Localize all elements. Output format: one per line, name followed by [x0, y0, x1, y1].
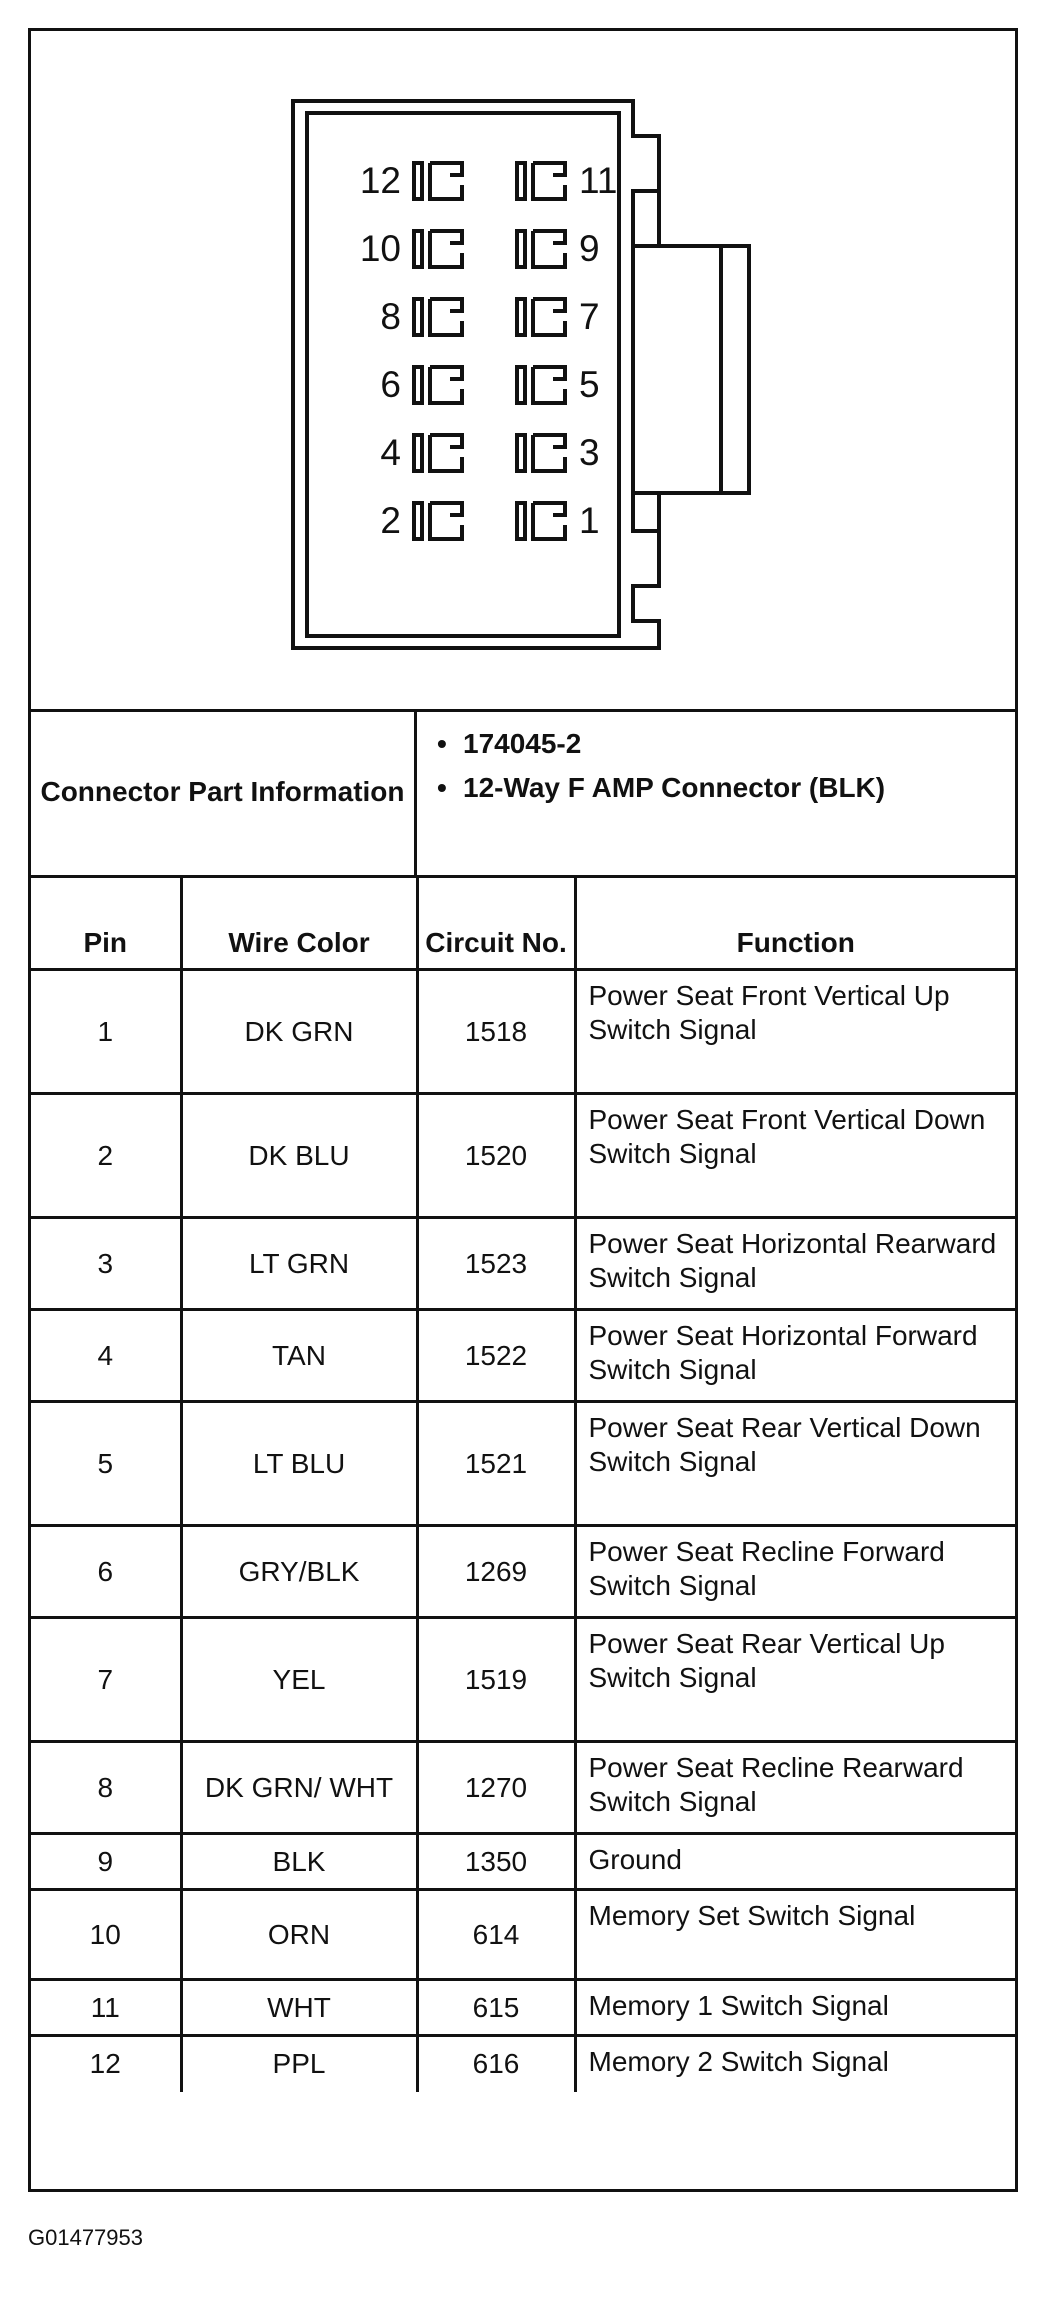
cell-circuit-no: 1350 [417, 1834, 575, 1890]
cell-wire-color: BLK [181, 1834, 417, 1890]
pin-terminal [414, 435, 462, 471]
table-row [31, 1218, 1015, 1310]
cell-wire-color: ORN [181, 1890, 417, 1980]
table-row [31, 1402, 1015, 1526]
pin-number-label: 8 [380, 296, 401, 337]
header-pin: Pin [31, 877, 181, 970]
cell-function: Memory 2 Switch Signal [575, 2036, 1015, 2092]
pin-number-label: 9 [579, 228, 600, 269]
table-row [31, 2036, 1015, 2092]
pin-terminal [517, 503, 565, 539]
cell-circuit-no: 1521 [417, 1402, 575, 1526]
cell-pin: 4 [31, 1310, 181, 1402]
cell-circuit-no: 614 [417, 1890, 575, 1980]
cell-function: Power Seat Rear Vertical Down Switch Signal [575, 1402, 1015, 1526]
connector-info-label: Connector Part Information [31, 709, 417, 875]
pinout-table [31, 875, 1015, 2092]
pin-number-label: 10 [359, 228, 401, 269]
table-row [31, 1742, 1015, 1834]
cell-circuit-no: 1522 [417, 1310, 575, 1402]
figure-id: G01477953 [28, 2225, 143, 2250]
cell-circuit-no: 1520 [417, 1094, 575, 1218]
cell-pin: 2 [31, 1094, 181, 1218]
pin-terminal [517, 367, 565, 403]
pin-number-label: 11 [579, 160, 618, 201]
cell-function: Ground [575, 1834, 1015, 1890]
cell-wire-color: DK GRN [181, 970, 417, 1094]
cell-wire-color: WHT [181, 1980, 417, 2036]
cell-circuit-no: 1519 [417, 1618, 575, 1742]
pin-terminal [517, 299, 565, 335]
pin-terminal [414, 367, 462, 403]
cell-pin: 12 [31, 2036, 181, 2092]
table-row [31, 970, 1015, 1094]
cell-pin: 8 [31, 1742, 181, 1834]
cell-circuit-no: 615 [417, 1980, 575, 2036]
cell-function: Power Seat Horizontal Forward Switch Signal [575, 1310, 1015, 1402]
pin-terminal [517, 163, 565, 199]
cell-function: Power Seat Front Vertical Down Switch Signal [575, 1094, 1015, 1218]
cell-function: Power Seat Recline Rearward Switch Signal [575, 1742, 1015, 1834]
pin-number-label: 3 [579, 432, 600, 473]
table-row [31, 1310, 1015, 1402]
pin-terminal [414, 299, 462, 335]
cell-wire-color: LT BLU [181, 1402, 417, 1526]
connector-info-row [31, 709, 1015, 875]
pin-number-label: 4 [380, 432, 401, 473]
cell-circuit-no: 1523 [417, 1218, 575, 1310]
connector-sheet [28, 28, 1018, 2192]
cell-wire-color: DK GRN/ WHT [181, 1742, 417, 1834]
cell-pin: 1 [31, 970, 181, 1094]
cell-circuit-no: 616 [417, 2036, 575, 2092]
cell-function: Memory Set Switch Signal [575, 1890, 1015, 1980]
cell-wire-color: DK BLU [181, 1094, 417, 1218]
pin-terminal [414, 231, 462, 267]
table-row [31, 1890, 1015, 1980]
header-circuit-no: Circuit No. [417, 877, 575, 970]
cell-wire-color: TAN [181, 1310, 417, 1402]
header-function: Function [575, 877, 1015, 970]
cell-pin: 10 [31, 1890, 181, 1980]
table-header-row [31, 877, 1015, 970]
cell-pin: 11 [31, 1980, 181, 2036]
table-row [31, 1526, 1015, 1618]
connector-info-values [431, 727, 1011, 815]
cell-wire-color: YEL [181, 1618, 417, 1742]
cell-pin: 6 [31, 1526, 181, 1618]
header-wire-color: Wire Color [181, 877, 417, 970]
cell-wire-color: LT GRN [181, 1218, 417, 1310]
cell-wire-color: GRY/BLK [181, 1526, 417, 1618]
cell-pin: 3 [31, 1218, 181, 1310]
cell-function: Power Seat Recline Forward Switch Signal [575, 1526, 1015, 1618]
cell-circuit-no: 1518 [417, 970, 575, 1094]
cell-pin: 7 [31, 1618, 181, 1742]
pin-number-label: 1 [579, 500, 600, 541]
pin-number-label: 7 [579, 296, 600, 337]
pin-terminal [517, 435, 565, 471]
pin-number-label: 6 [380, 364, 401, 405]
pin-terminal [517, 231, 565, 267]
connector-description: • 12-Way F AMP Connector (BLK) [431, 771, 1011, 805]
cell-circuit-no: 1269 [417, 1526, 575, 1618]
cell-wire-color: PPL [181, 2036, 417, 2092]
table-row [31, 1618, 1015, 1742]
table-row [31, 1834, 1015, 1890]
cell-function: Memory 1 Switch Signal [575, 1980, 1015, 2036]
pin-terminal [414, 163, 462, 199]
pin-number-label: 2 [380, 500, 401, 541]
cell-pin: 5 [31, 1402, 181, 1526]
connector-face-drawing [31, 31, 1015, 712]
cell-function: Power Seat Rear Vertical Up Switch Signal [575, 1618, 1015, 1742]
pin-number-label: 12 [359, 160, 401, 201]
cell-pin: 9 [31, 1834, 181, 1890]
part-number: • 174045-2 [431, 727, 1011, 761]
connector-diagram [31, 31, 1015, 712]
cell-function: Power Seat Front Vertical Up Switch Signal [575, 970, 1015, 1094]
cell-function: Power Seat Horizontal Rearward Switch Signal [575, 1218, 1015, 1310]
cell-circuit-no: 1270 [417, 1742, 575, 1834]
table-row [31, 1094, 1015, 1218]
table-row [31, 1980, 1015, 2036]
pin-terminal [414, 503, 462, 539]
pin-number-label: 5 [579, 364, 600, 405]
